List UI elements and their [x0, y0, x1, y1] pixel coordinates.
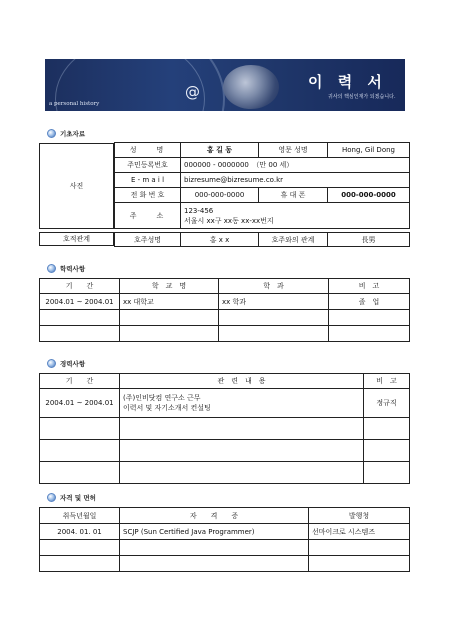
table-cell: SCJP (Sun Certified Java Programmer) [120, 524, 309, 540]
table-cell [40, 540, 120, 556]
table-row [40, 389, 410, 418]
table-cell: 선마이크로 시스템즈 [309, 524, 410, 540]
at-sign-icon: @ [185, 83, 200, 101]
table-header-row [40, 508, 410, 524]
bullet-icon [47, 129, 56, 138]
table-cell [120, 418, 364, 440]
table-row [115, 233, 410, 247]
table-row [40, 440, 410, 462]
table-cell [329, 310, 410, 326]
globe-icon [223, 65, 279, 109]
table-cell [40, 310, 120, 326]
phone-value: 000-000-0000 [181, 188, 259, 203]
column-header: 관 련 내 용 [120, 374, 364, 389]
table-cell: 졸 업 [329, 294, 410, 310]
license-table [39, 507, 410, 572]
table-header-row [40, 279, 410, 294]
career-detail-line: 이력서 및 자기소개서 컨설팅 [123, 404, 211, 412]
mobile-label: 휴 대 폰 [259, 188, 328, 203]
table-cell [364, 418, 410, 440]
section-heading-basic [47, 129, 85, 138]
table-row [40, 418, 410, 440]
table-row [115, 158, 410, 173]
section-heading-license [47, 493, 96, 502]
table-cell [364, 462, 410, 484]
address-label: 주 소 [115, 203, 181, 229]
table-cell [219, 310, 329, 326]
relation-label: 호주와의 관계 [259, 233, 328, 247]
table-cell: 2004.01 ~ 2004.01 [40, 294, 120, 310]
address-zip: 123-456 [184, 206, 214, 215]
column-header: 비 고 [364, 374, 410, 389]
table-cell [219, 326, 329, 342]
section-title: 경력사항 [60, 360, 86, 368]
table-cell: 2004.01 ~ 2004.01 [40, 389, 120, 418]
table-cell [40, 326, 120, 342]
document-title: 이 력 서 [308, 73, 387, 91]
name-value: 홍 길 동 [181, 143, 259, 158]
table-cell [120, 556, 309, 572]
phone-label: 전 화 번 호 [115, 188, 181, 203]
table-cell [364, 440, 410, 462]
table-row [115, 143, 410, 158]
basic-info-table [114, 142, 410, 229]
table-header-row [40, 374, 410, 389]
column-header: 학 과 [219, 279, 329, 294]
table-cell [40, 440, 120, 462]
photo-placeholder [39, 143, 114, 229]
address-cell [181, 203, 410, 229]
table-cell [120, 540, 309, 556]
head-name-label: 호주성명 [115, 233, 181, 247]
banner-tagline: a personal history [49, 101, 100, 107]
family-label: 호적관계 [62, 235, 91, 243]
table-cell [120, 462, 364, 484]
table-cell [40, 418, 120, 440]
mobile-value: 000-000-0000 [328, 188, 410, 203]
column-header: 학 교 명 [120, 279, 219, 294]
career-detail-line: (주)인비닷컴 연구소 근무 [123, 394, 201, 402]
table-cell: xx 대학교 [120, 294, 219, 310]
table-row [115, 173, 410, 188]
banner-subtitle: 귀사의 핵심인재가 되겠습니다. [328, 94, 396, 100]
table-row [40, 310, 410, 326]
section-heading-career [47, 359, 85, 368]
table-row [40, 294, 410, 310]
section-title: 기초자료 [60, 130, 86, 138]
table-cell [309, 556, 410, 572]
column-header: 취득년월일 [40, 508, 120, 524]
column-header: 기 간 [40, 279, 120, 294]
column-header: 비 고 [329, 279, 410, 294]
address-value: 서울시 xx구 xx동 xx-xx번지 [184, 216, 274, 225]
bullet-icon [47, 359, 56, 368]
eng-name-label: 영문 성명 [259, 143, 328, 158]
career-table [39, 373, 410, 484]
table-row [115, 188, 410, 203]
table-cell [40, 556, 120, 572]
table-cell [120, 310, 219, 326]
relation-value: 長男 [328, 233, 410, 247]
bullet-icon [47, 264, 56, 273]
email-label: E - m a i l [115, 173, 181, 188]
column-header: 기 간 [40, 374, 120, 389]
table-cell [120, 389, 364, 418]
education-table [39, 278, 410, 342]
table-row [40, 540, 410, 556]
table-row [40, 462, 410, 484]
email-value: bizresume@bizresume.co.kr [181, 173, 410, 188]
section-title: 자격 및 면허 [60, 494, 96, 502]
id-value: 000000 - 0000000 （만 00 세） [181, 158, 410, 173]
table-row [115, 203, 410, 229]
table-cell [120, 326, 219, 342]
table-cell: 2004. 01. 01 [40, 524, 120, 540]
eng-name-value: Hong, Gil Dong [328, 143, 410, 158]
name-label: 성 명 [115, 143, 181, 158]
section-title: 학력사항 [60, 265, 86, 273]
id-label: 주민등록번호 [115, 158, 181, 173]
table-row [40, 326, 410, 342]
table-cell: 정규직 [364, 389, 410, 418]
table-cell [329, 326, 410, 342]
table-row [40, 524, 410, 540]
column-header: 자 격 증 [120, 508, 309, 524]
column-header: 발행청 [309, 508, 410, 524]
table-cell [309, 540, 410, 556]
table-row [40, 556, 410, 572]
family-table [114, 232, 410, 247]
header-banner [45, 59, 405, 111]
head-name-value: 홍 x x [181, 233, 259, 247]
bullet-icon [47, 493, 56, 502]
table-cell [40, 462, 120, 484]
family-label-box [39, 232, 114, 246]
table-cell: xx 학과 [219, 294, 329, 310]
photo-label: 사진 [69, 182, 84, 190]
section-heading-education [47, 264, 85, 273]
table-cell [120, 440, 364, 462]
